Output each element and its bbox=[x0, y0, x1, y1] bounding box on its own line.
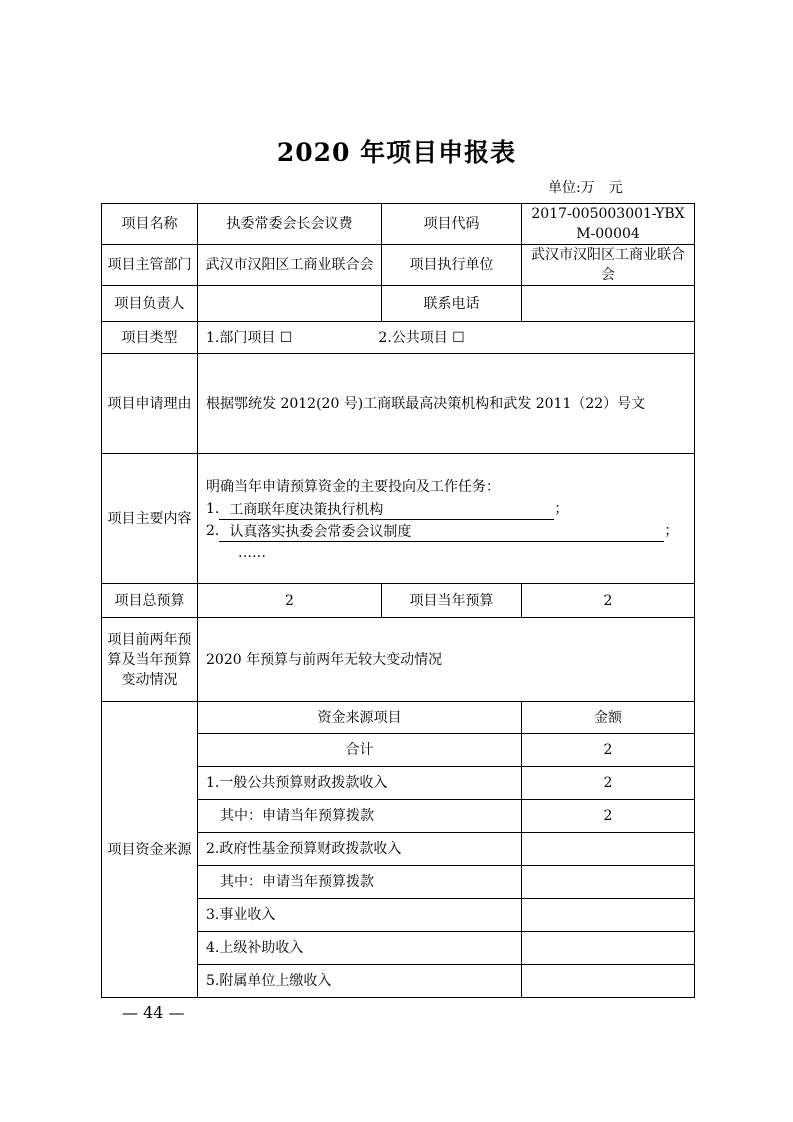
content-item-2 bbox=[206, 520, 691, 542]
funding-item-amount: 2 bbox=[522, 800, 695, 833]
budget-change-value: 2020 年预算与前两年无较大变动情况 bbox=[198, 618, 695, 702]
funding-col-source: 资金来源项目 bbox=[198, 702, 522, 734]
funding-item-name: 1.一般公共预算财政拨款收入 bbox=[198, 767, 522, 800]
leader-label: 项目负责人 bbox=[102, 286, 198, 322]
total-budget-label: 项目总预算 bbox=[102, 584, 198, 618]
type-label: 项目类型 bbox=[102, 322, 198, 354]
content-more: …… bbox=[238, 544, 266, 561]
funding-item-amount bbox=[522, 932, 695, 965]
content-item-1-prefix: 1. bbox=[206, 500, 220, 517]
funding-item-amount: 2 bbox=[522, 734, 695, 767]
project-name-label: 项目名称 bbox=[102, 204, 198, 245]
content-item-2-sep: ； bbox=[664, 522, 679, 539]
type-option-public[interactable]: 2.公共项目 ☐ bbox=[378, 329, 465, 346]
content-item-1-text: 工商联年度决策执行机构 bbox=[219, 501, 554, 520]
page-title: 2020 年项目申报表 bbox=[276, 138, 517, 167]
funding-item-name: 2.政府性基金预算财政拨款收入 bbox=[198, 833, 522, 866]
content-intro: 明确当年申请预算资金的主要投向及工作任务： bbox=[206, 478, 500, 495]
page-number: — 44 — bbox=[122, 1003, 185, 1022]
funding-item-amount bbox=[522, 833, 695, 866]
funding-item-amount bbox=[522, 866, 695, 899]
reason-label: 项目申请理由 bbox=[102, 354, 198, 454]
funding-item-name: 5.附属单位上缴收入 bbox=[198, 965, 522, 998]
funding-item-name: 其中：申请当年预算拨款 bbox=[198, 866, 522, 899]
funding-item-name: 3.事业收入 bbox=[198, 899, 522, 932]
type-option-dept[interactable]: 1.部门项目 ☐ bbox=[206, 329, 293, 346]
content-item-2-text: 认真落实执委会常委会议制度 bbox=[219, 523, 664, 542]
project-code-label: 项目代码 bbox=[382, 204, 522, 245]
content-label: 项目主要内容 bbox=[102, 454, 198, 584]
funding-item-amount bbox=[522, 899, 695, 932]
funding-col-amount: 金额 bbox=[522, 702, 695, 734]
funding-item-name: 其中：申请当年预算拨款 bbox=[198, 800, 522, 833]
phone-label: 联系电话 bbox=[382, 286, 522, 322]
project-name-value: 执委常委会长会议费 bbox=[198, 204, 382, 245]
reason-value: 根据鄂统发 2012(20 号)工商联最高决策机构和武发 2011（22）号文 bbox=[198, 354, 695, 454]
content-item-1-sep: ； bbox=[554, 500, 569, 517]
dept-label: 项目主管部门 bbox=[102, 245, 198, 286]
funding-item-name: 4.上级补助收入 bbox=[198, 932, 522, 965]
content-item-2-prefix: 2. bbox=[206, 522, 220, 539]
funding-source-label: 项目资金来源 bbox=[102, 702, 198, 998]
budget-change-label: 项目前两年预算及当年预算变动情况 bbox=[102, 618, 198, 702]
funding-item-amount bbox=[522, 965, 695, 998]
exec-unit-value: 武汉市汉阳区工商业联合会 bbox=[522, 245, 695, 286]
phone-value bbox=[522, 286, 695, 322]
dept-value: 武汉市汉阳区工商业联合会 bbox=[198, 245, 382, 286]
current-budget-value: 2 bbox=[522, 584, 695, 618]
exec-unit-label: 项目执行单位 bbox=[382, 245, 522, 286]
type-options bbox=[198, 322, 695, 354]
current-budget-label: 项目当年预算 bbox=[382, 584, 522, 618]
leader-value bbox=[198, 286, 382, 322]
content-value bbox=[198, 454, 695, 584]
funding-item-name: 合计 bbox=[198, 734, 522, 767]
project-application-table bbox=[101, 203, 695, 998]
funding-item-amount: 2 bbox=[522, 767, 695, 800]
total-budget-value: 2 bbox=[198, 584, 382, 618]
project-code-value: 2017-005003001-YBXM-00004 bbox=[522, 204, 695, 245]
content-item-1 bbox=[206, 498, 691, 520]
unit-label: 单位:万 元 bbox=[548, 180, 623, 196]
